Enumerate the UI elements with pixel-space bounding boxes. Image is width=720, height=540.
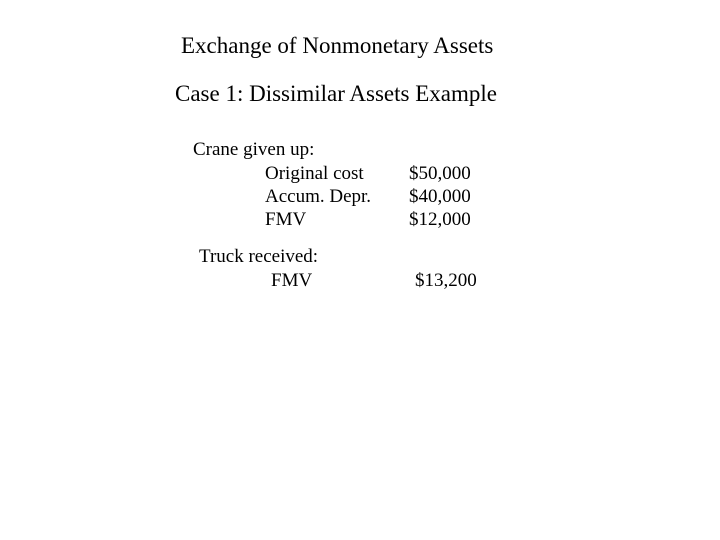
truck-fmv-value: $13,200 [415, 270, 477, 291]
crane-fmv-label: FMV [265, 209, 307, 230]
crane-original-cost-label: Original cost [265, 163, 364, 184]
crane-accum-depr-value: $40,000 [409, 186, 471, 207]
slide-title: Exchange of Nonmonetary Assets [181, 33, 494, 58]
slide-subtitle: Case 1: Dissimilar Assets Example [175, 81, 497, 106]
crane-original-cost-value: $50,000 [409, 163, 471, 184]
crane-heading: Crane given up: [193, 139, 315, 160]
truck-heading: Truck received: [199, 246, 319, 267]
crane-fmv-value: $12,000 [409, 209, 471, 230]
crane-accum-depr-label: Accum. Depr. [265, 186, 372, 207]
truck-fmv-label: FMV [271, 270, 313, 291]
